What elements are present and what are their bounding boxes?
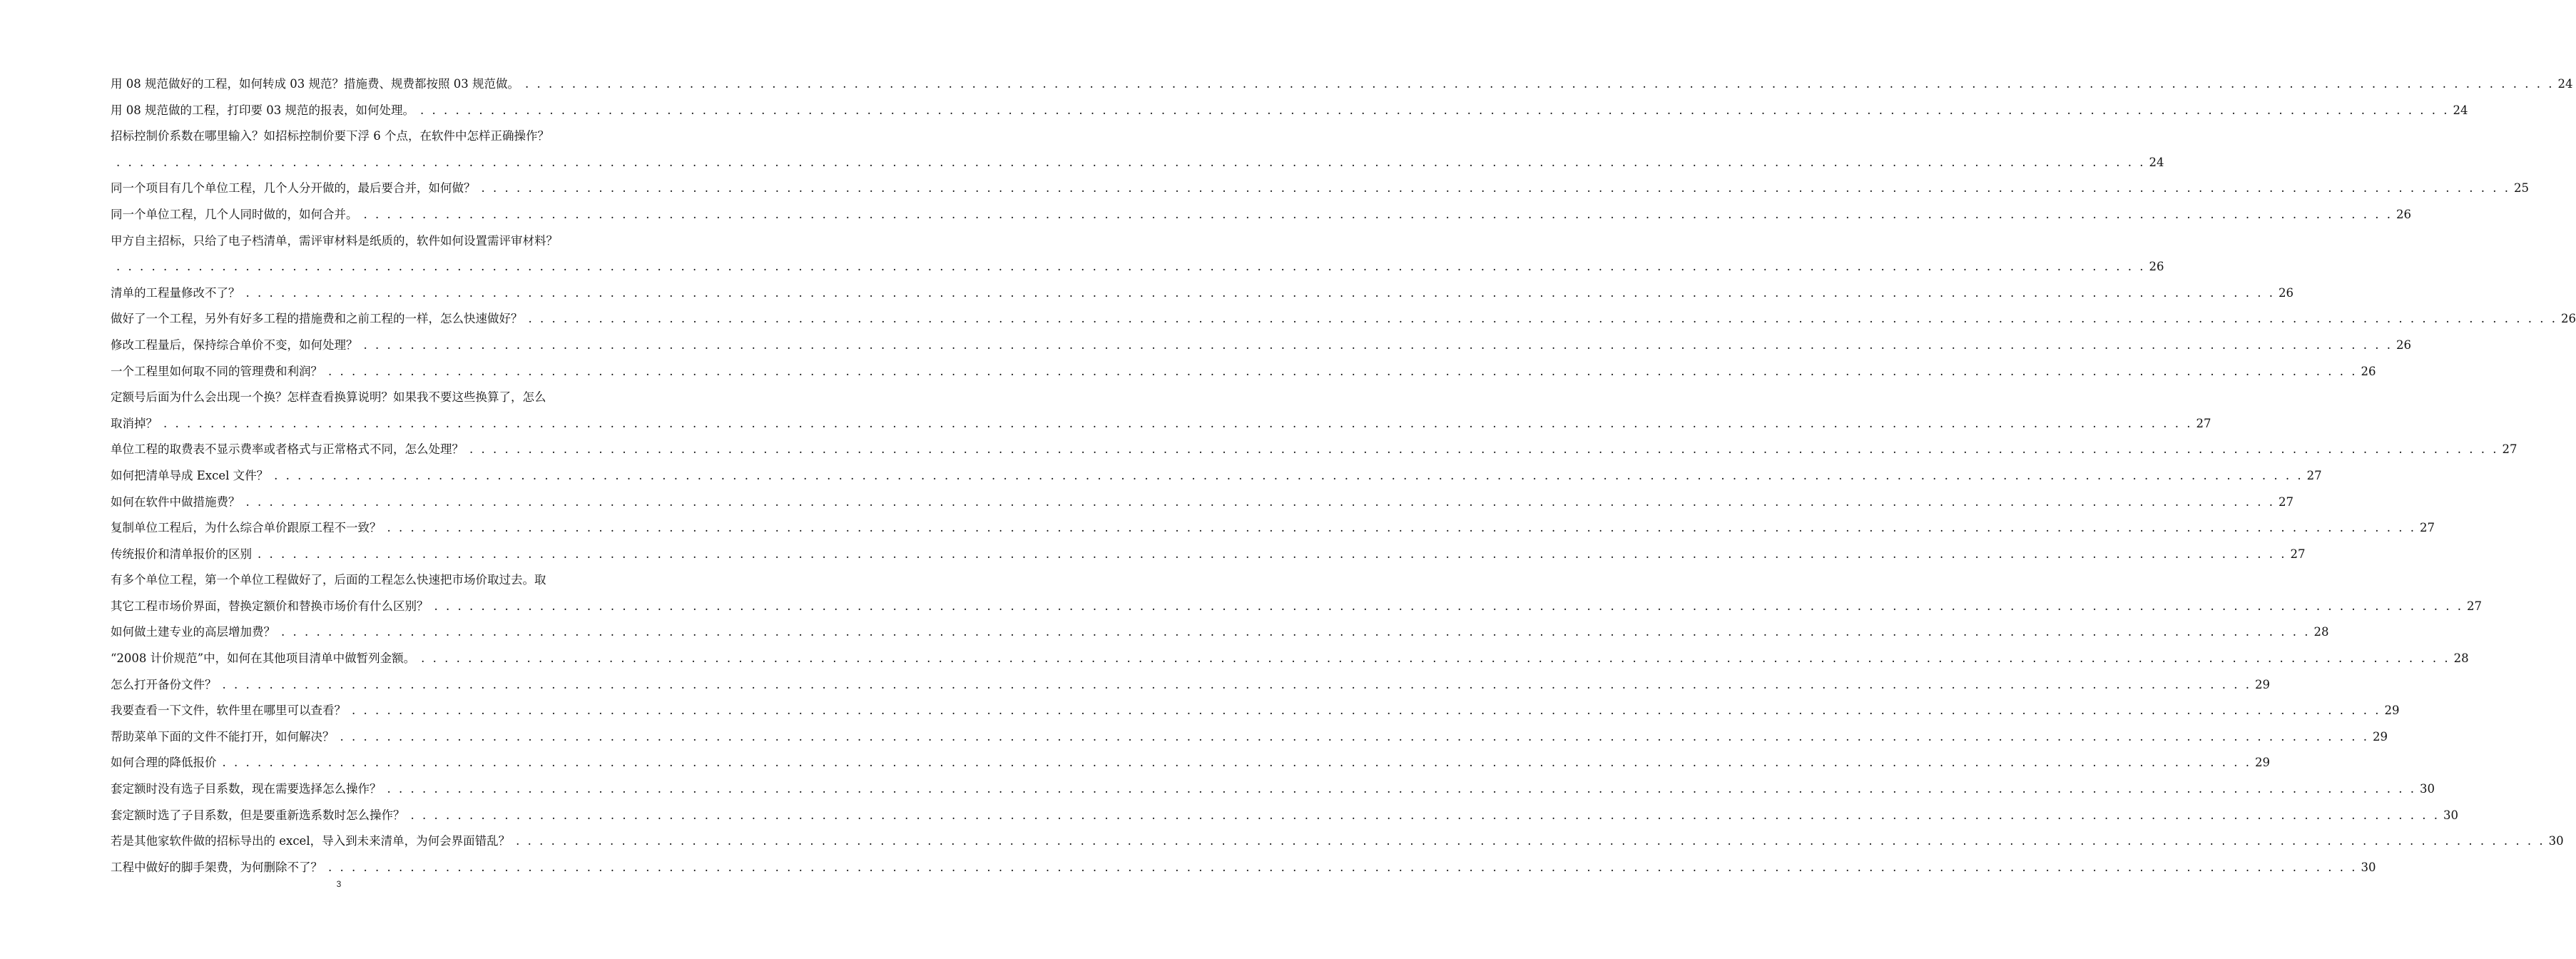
dot-leader: [217, 672, 2254, 699]
toc-entry-page: 26: [2396, 207, 2411, 221]
toc-entry[interactable]: [111, 359, 2376, 385]
dot-leader: [335, 724, 2372, 751]
toc-entry[interactable]: [111, 828, 2564, 855]
toc-entry-title: 如何把清单导成 Excel 文件？: [111, 468, 269, 482]
toc-entry-title: 帮助菜单下面的文件不能打开，如何解决？: [111, 729, 335, 744]
dot-leader: [510, 828, 2547, 855]
toc-entry[interactable]: [111, 228, 2164, 280]
toc-entry-page: 29: [2384, 704, 2400, 718]
toc-entry-title: 修改工程量后，保持综合单价不变，如何处理？: [111, 338, 358, 352]
dot-leader: [268, 463, 2306, 489]
toc-entry-page: 27: [2290, 547, 2306, 561]
toc-entry[interactable]: [111, 437, 2518, 463]
dot-leader: [358, 202, 2396, 228]
toc-entry[interactable]: [111, 123, 2164, 176]
toc-entry-page: 27: [2502, 442, 2518, 457]
dot-leader: [346, 698, 2383, 724]
toc-entry-title-line: 定额号后面为什么会出现一个换？怎样查看换算说明？如果我不要这些换算了，怎么: [111, 390, 546, 405]
toc-entry[interactable]: [111, 646, 2469, 672]
toc-entry-page: 26: [2560, 312, 2576, 326]
toc-entry-page: 27: [2419, 521, 2435, 535]
table-of-contents: [111, 71, 2576, 881]
toc-entry-title: 清单的工程量修改不了？: [111, 285, 240, 300]
toc-entry[interactable]: [111, 333, 2411, 359]
toc-entry-page: 26: [2361, 364, 2376, 378]
dot-leader: [523, 306, 2560, 333]
toc-entry[interactable]: [111, 542, 2306, 568]
dot-leader: [322, 359, 2360, 385]
toc-entry-page: 30: [2443, 808, 2458, 822]
toc-entry-title: 复制单位工程后，为什么综合单价跟原工程不一致？: [111, 521, 382, 535]
toc-entry[interactable]: [111, 202, 2411, 228]
toc-entry[interactable]: [111, 750, 2270, 776]
dot-leader: [158, 411, 2195, 437]
toc-entry-page: 29: [2372, 729, 2388, 744]
dot-leader: [217, 750, 2254, 776]
toc-entry-title: 一个工程里如何取不同的管理费和利润？: [111, 364, 322, 378]
dot-leader: [275, 619, 2313, 646]
toc-entry[interactable]: [111, 385, 2211, 437]
toc-entry-title: 我要查看一下文件，软件里在哪里可以查看？: [111, 704, 346, 718]
toc-entry[interactable]: [111, 98, 2468, 124]
toc-entry-title-line: 有多个单位工程，第一个单位工程做好了，后面的工程怎么快速把市场价取过去。取: [111, 573, 546, 587]
toc-entry-title: 套定额时选了子目系数，但是要重新选系数时怎么操作？: [111, 808, 405, 822]
toc-entry-page: 26: [2149, 260, 2164, 274]
dot-leader: [414, 98, 2452, 124]
dot-leader: [429, 594, 2466, 620]
toc-entry-title: 用 08 规范做的工程，打印要 03 规范的报表，如何处理。: [111, 103, 414, 117]
toc-entry[interactable]: [111, 176, 2529, 202]
toc-entry-title: 若是其他家软件做的招标导出的 excel，导入到未来清单，为何会界面错乱？: [111, 834, 511, 848]
toc-entry[interactable]: [111, 776, 2435, 803]
toc-entry[interactable]: [111, 306, 2576, 333]
toc-entry-title: 怎么打开备份文件？: [111, 677, 217, 691]
toc-entry-title: 同一个项目有几个单位工程，几个人分开做的，最后要合并，如何做？: [111, 181, 476, 196]
toc-entry[interactable]: [111, 515, 2435, 542]
toc-entry-title: 取消掉？: [111, 416, 158, 430]
dot-leader: [322, 855, 2360, 881]
dot-leader: [464, 437, 2501, 463]
toc-entry-page: 30: [2548, 834, 2564, 848]
dot-leader: [358, 333, 2396, 359]
toc-entry-title-line: 招标控制价系数在哪里输入？如招标控制价要下浮 6 个点，在软件中怎样正确操作？: [111, 129, 549, 143]
toc-entry-page: 24: [2453, 103, 2468, 117]
toc-entry[interactable]: [111, 489, 2294, 516]
toc-entry[interactable]: [111, 71, 2573, 98]
dot-leader: [405, 803, 2443, 829]
dot-leader: [382, 515, 2419, 542]
toc-entry[interactable]: [111, 567, 2482, 619]
toc-entry[interactable]: [111, 855, 2376, 881]
toc-entry-title: 用 08 规范做好的工程，如何转成 03 规范？措施费、规费都按照 03 规范做。: [111, 77, 519, 91]
toc-entry-page: 29: [2254, 677, 2270, 691]
toc-entry-page: 27: [2306, 468, 2322, 482]
toc-entry-page: 30: [2361, 860, 2376, 874]
dot-leader: [111, 150, 2148, 176]
toc-entry-title: 工程中做好的脚手架费，为何删除不了？: [111, 860, 322, 874]
toc-entry-title: 如何做土建专业的高层增加费？: [111, 625, 275, 639]
toc-entry[interactable]: [111, 724, 2388, 751]
toc-entry-page: 26: [2278, 285, 2294, 300]
toc-entry-title: “2008 计价规范”中，如何在其他项目清单中做暂列金额。: [111, 651, 416, 666]
toc-entry-page: 26: [2396, 338, 2411, 352]
toc-entry-title: 做好了一个工程，另外有好多工程的措施费和之前工程的一样，怎么快速做好？: [111, 312, 523, 326]
toc-entry-title: 套定额时没有选子目系数，现在需要选择怎么操作？: [111, 782, 382, 796]
toc-entry-page: 29: [2254, 756, 2270, 770]
page-number: 3: [336, 879, 342, 889]
toc-entry-page: 28: [2453, 651, 2469, 666]
toc-entry[interactable]: [111, 280, 2294, 307]
toc-entry-title: 如何合理的降低报价: [111, 756, 217, 770]
dot-leader: [519, 71, 2557, 98]
dot-leader: [476, 176, 2513, 202]
toc-entry[interactable]: [111, 463, 2322, 489]
dot-leader: [240, 280, 2278, 307]
toc-entry-page: 24: [2557, 77, 2573, 91]
toc-entry-title: 同一个单位工程，几个人同时做的，如何合并。: [111, 207, 358, 221]
toc-entry[interactable]: [111, 619, 2329, 646]
toc-entry[interactable]: [111, 698, 2400, 724]
toc-entry-page: 27: [2196, 416, 2211, 430]
dot-leader: [415, 646, 2453, 672]
toc-entry[interactable]: [111, 803, 2458, 829]
dot-leader: [252, 542, 2289, 568]
toc-entry-title: 单位工程的取费表不显示费率或者格式与正常格式不同，怎么处理？: [111, 442, 464, 457]
toc-entry-page: 28: [2313, 625, 2329, 639]
toc-entry-title: 如何在软件中做措施费？: [111, 494, 240, 509]
toc-entry-page: 25: [2513, 181, 2529, 196]
toc-entry-page: 27: [2278, 494, 2294, 509]
toc-entry-title: 其它工程市场价界面，替换定额价和替换市场价有什么区别？: [111, 599, 429, 613]
toc-entry-title: 传统报价和清单报价的区别: [111, 547, 252, 561]
toc-entry-page: 24: [2149, 155, 2164, 169]
dot-leader: [240, 489, 2278, 516]
dot-leader: [111, 254, 2148, 280]
toc-entry-page: 27: [2466, 599, 2482, 613]
dot-leader: [382, 776, 2419, 803]
toc-entry-page: 30: [2419, 782, 2435, 796]
toc-entry-title-line: 甲方自主招标，只给了电子档清单，需评审材料是纸质的，软件如何设置需评审材料？: [111, 233, 558, 248]
toc-entry[interactable]: [111, 672, 2270, 699]
